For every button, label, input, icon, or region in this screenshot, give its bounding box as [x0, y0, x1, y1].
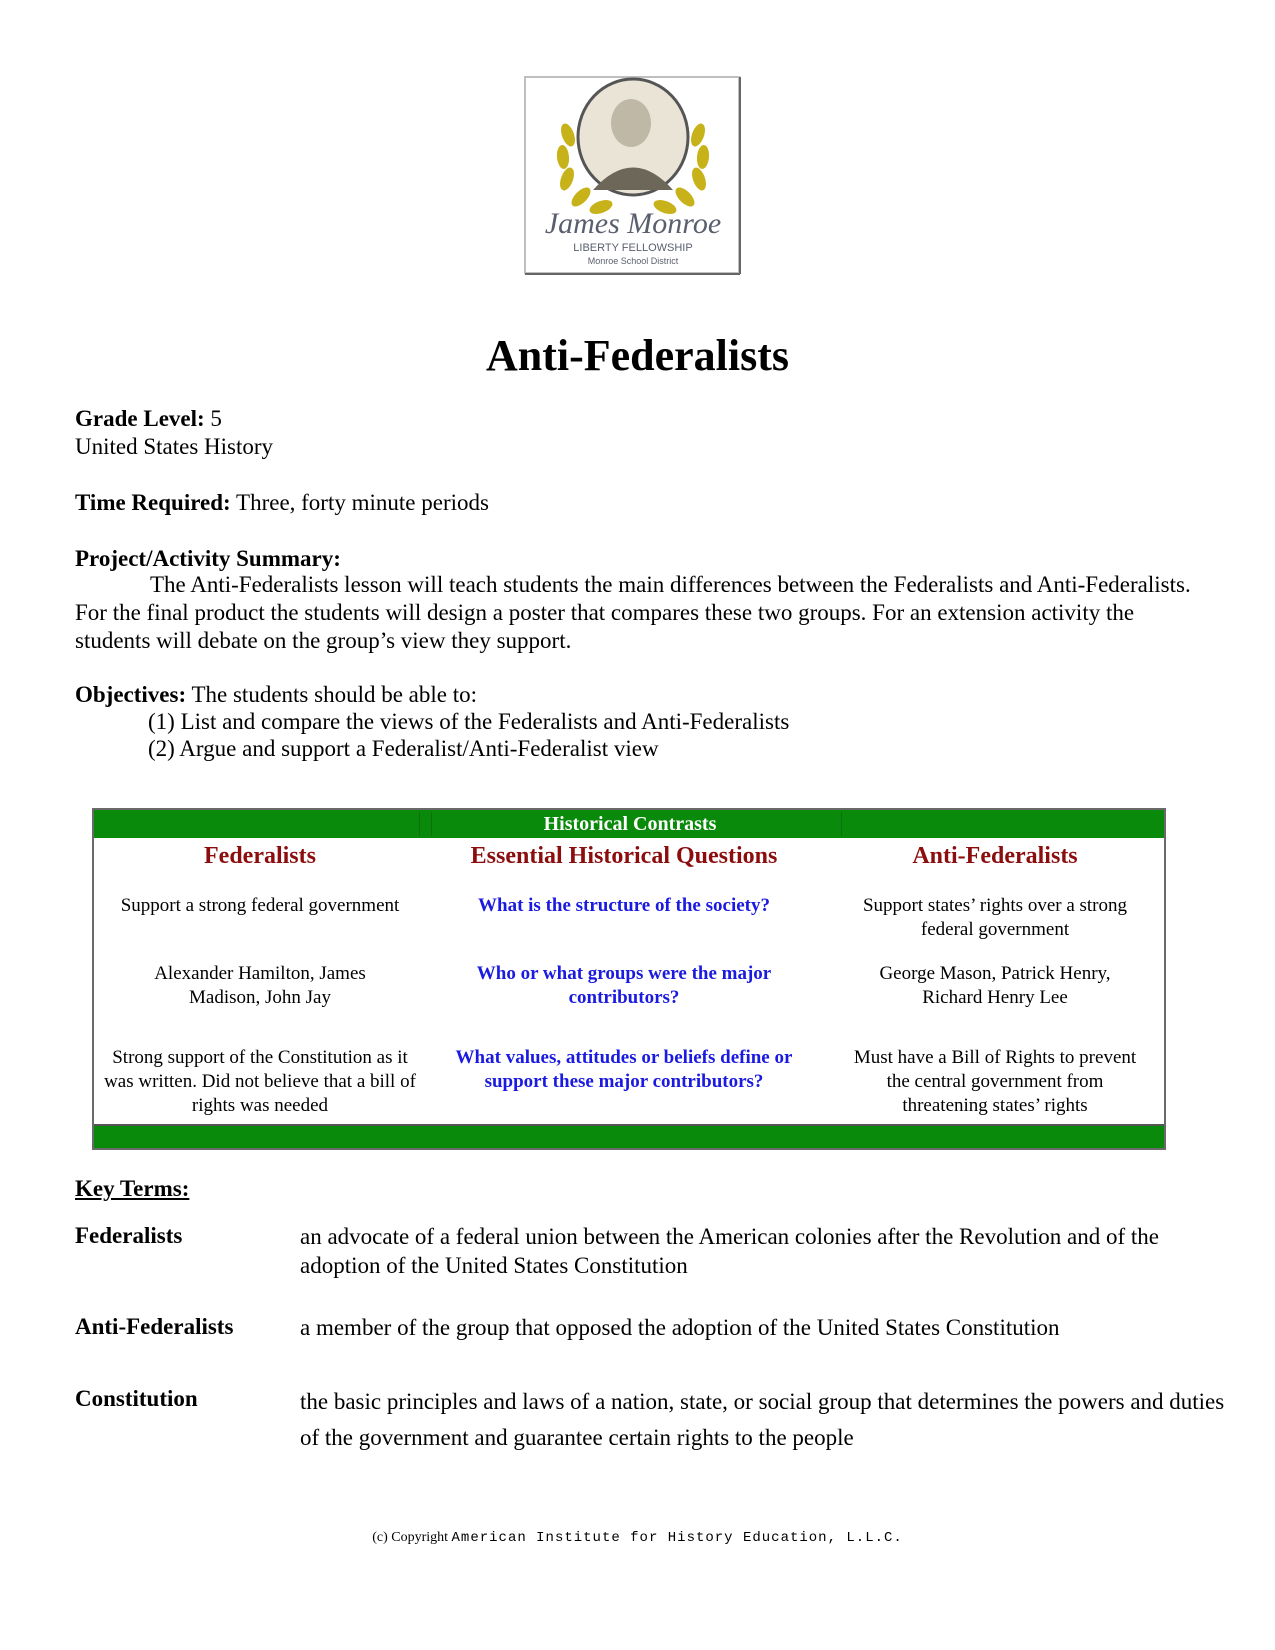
summary-text: The Anti-Federalists lesson will teach students the main differences between the Federalists and Anti-Federalists. For the final product the students will design a poster that compares these two groups. For an extension activity the students will debate on the group’s view they support.: [75, 572, 1191, 653]
grade-level-label: Grade Level:: [75, 406, 205, 431]
historical-contrasts-table: [92, 808, 1166, 1150]
anti-federalists-column: [839, 840, 1151, 1116]
table-footer-bar: [94, 1124, 1164, 1148]
copyright-notice: [0, 1530, 1275, 1546]
question-cell: Who or what groups were the major contributors?: [476, 963, 772, 1008]
questions-header: Essential Historical Questions: [470, 843, 778, 869]
anti-federalists-cell: Support states’ rights over a strong federal government: [862, 895, 1128, 940]
time-required: [75, 489, 489, 517]
definition-federalists: an advocate of a federal union between the American colonies after the Revolution and of the adoption of the United States Constitution: [300, 1224, 1159, 1278]
anti-federalists-header: Anti-Federalists: [912, 843, 1078, 869]
anti-federalists-cell: Must have a Bill of Rights to prevent the central government from threatening states’ rights: [853, 1047, 1137, 1116]
time-required-label: Time Required:: [75, 490, 231, 515]
questions-column: [424, 840, 824, 1092]
term-federalists: Federalists: [75, 1223, 183, 1248]
anti-federalists-cell: George Mason, Patrick Henry, Richard Henry Lee: [879, 963, 1111, 1008]
term-constitution: Constitution: [75, 1386, 198, 1411]
term-anti-federalists: Anti-Federalists: [75, 1314, 234, 1339]
table-header-bar: [94, 810, 1164, 838]
federalists-cell: Alexander Hamilton, James Madison, John Jay: [154, 963, 366, 1008]
james-monroe-logo: [523, 75, 745, 279]
copyright-owner: American Institute for History Education, L.L.C.: [451, 1530, 903, 1546]
logo-name-text: James Monroe: [544, 207, 722, 240]
table-caption: Historical Contrasts: [543, 813, 717, 835]
objectives-intro: The students should be able to:: [186, 682, 478, 707]
federalists-header: Federalists: [204, 843, 316, 869]
federalists-cell: Support a strong federal government: [120, 895, 400, 916]
federalists-cell: Strong support of the Constitution as it was written. Did not believe that a bill of rights was needed: [104, 1047, 416, 1116]
copyright-prefix: (c) Copyright: [372, 1530, 452, 1545]
grade-level: [75, 405, 222, 433]
logo-line3: Monroe School District: [587, 256, 679, 266]
subject: United States History: [75, 434, 274, 459]
grade-level-value: 5: [204, 406, 222, 431]
objective-item: (2) Argue and support a Federalist/Anti-Federalist view: [148, 736, 659, 761]
objective-item: (1) List and compare the views of the Federalists and Anti-Federalists: [148, 709, 790, 734]
summary-label: Project/Activity Summary:: [75, 546, 341, 571]
question-cell: What is the structure of the society?: [478, 895, 770, 916]
question-cell: What values, attitudes or beliefs define or support these major contributors?: [455, 1047, 793, 1092]
page-title: Anti-Federalists: [485, 331, 790, 380]
key-terms-label: Key Terms:: [75, 1176, 190, 1201]
definition-anti-federalists: a member of the group that opposed the adoption of the United States Constitution: [300, 1315, 1060, 1340]
logo-line2: LIBERTY FELLOWSHIP: [573, 242, 693, 254]
objectives-label: Objectives:: [75, 682, 187, 707]
federalists-column: [104, 840, 416, 1116]
definition-constitution: the basic principles and laws of a nation, state, or social group that determines the powers and duties of the government and guarantee certain rights to the people: [300, 1389, 1225, 1450]
time-required-value: Three, forty minute periods: [230, 490, 489, 515]
objectives: [75, 681, 477, 709]
